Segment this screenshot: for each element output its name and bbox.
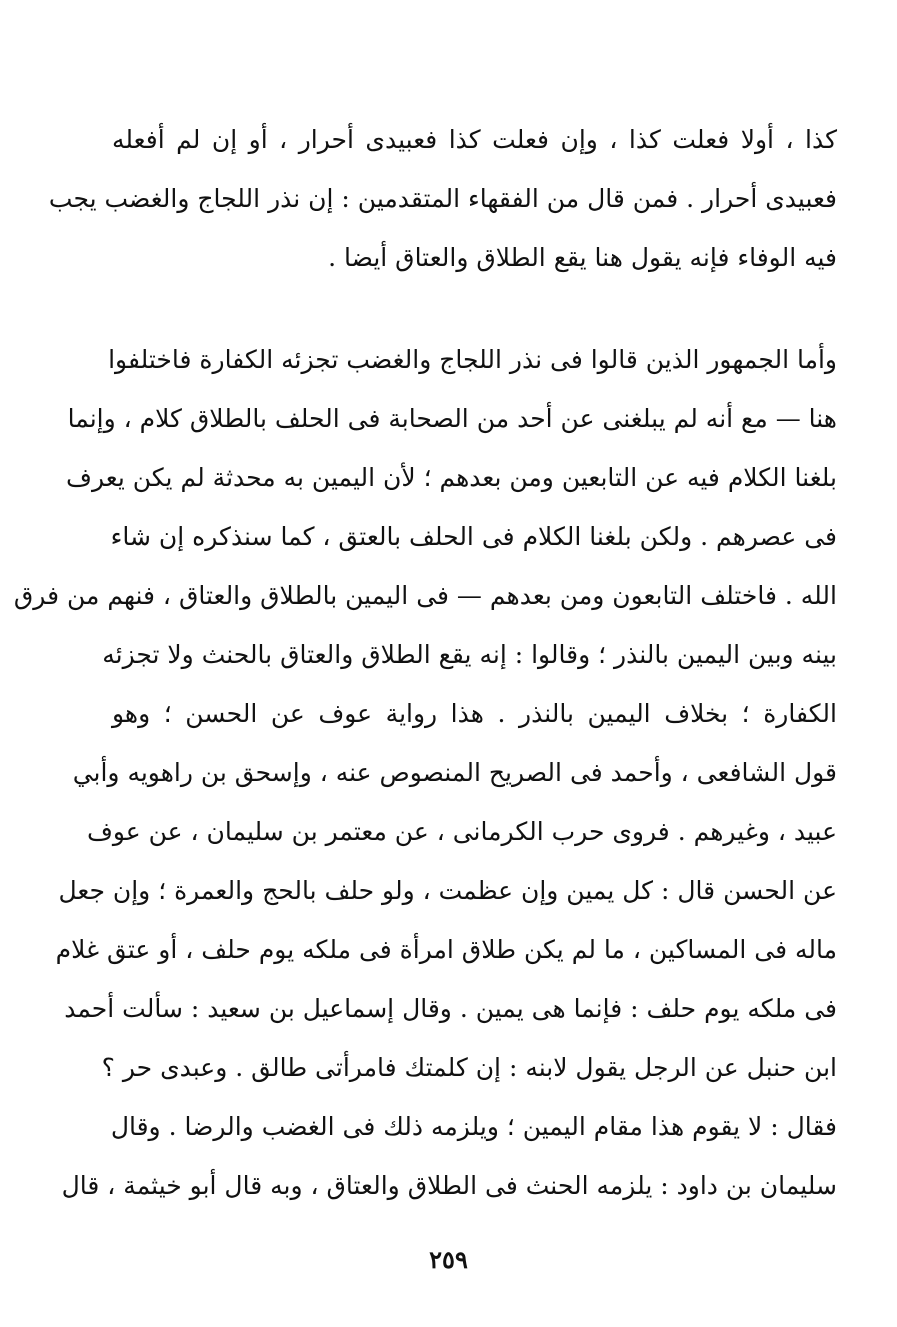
text-line: عن الحسن قال : كل يمين وإن عظمت ، ولو حلف بالحج والعمرة ؛ وإن جعل [58, 876, 837, 905]
text-line: ماله فى المساكين ، ما لم يكن طلاق امرأة فى ملكه يوم حلف ، أو عتق غلام [55, 935, 837, 964]
text-line: الكفارة ؛ بخلاف اليمين بالنذر . هذا رواية عوف عن الحسن ؛ وهو [112, 699, 837, 728]
text-line: وأما الجمهور الذين قالوا فى نذر اللجاج والغضب تجزئه الكفارة فاختلفوا [108, 345, 837, 374]
text-line: فيه الوفاء فإنه يقول هنا يقع الطلاق والعتاق أيضا . [328, 243, 837, 272]
text-line: عبيد ، وغيرهم . فروى حرب الكرمانى ، عن معتمر بن سليمان ، عن عوف [86, 817, 837, 846]
text-line: فى ملكه يوم حلف : فإنما هى يمين . وقال إسماعيل بن سعيد : سألت أحمد [64, 994, 837, 1023]
text-line: فقال : لا يقوم هذا مقام اليمين ؛ ويلزمه ذلك فى الغضب والرضا . وقال [110, 1112, 837, 1141]
text-line: فعبيدى أحرار . فمن قال من الفقهاء المتقدمين : إن نذر اللجاج والغضب يجب [48, 184, 837, 213]
text-line: هنا — مع أنه لم يبلغنى عن أحد من الصحابة فى الحلف بالطلاق كلام ، وإنما [67, 404, 837, 433]
text-line: بينه وبين اليمين بالنذر ؛ وقالوا : إنه يقع الطلاق والعتاق بالحنث ولا تجزئه [102, 640, 837, 669]
page-number: ٢٥٩ [429, 1245, 468, 1274]
text-line: فى عصرهم . ولكن بلغنا الكلام فى الحلف بالعتق ، كما سنذكره إن شاء [110, 522, 837, 551]
paragraph-1 [48, 110, 837, 287]
text-line: الله . فاختلف التابعون ومن بعدهم — فى اليمين بالطلاق والعتاق ، فنهم من فرق [13, 581, 837, 610]
text-line: بلغنا الكلام فيه عن التابعين ومن بعدهم ؛ لأن اليمين به محدثة لم يكن يعرف [66, 463, 837, 492]
text-line: ابن حنبل عن الرجل يقول لابنه : إن كلمتك فامرأتى طالق . وعبدى حر ؟ [101, 1053, 837, 1082]
paragraph-2 [13, 330, 837, 1215]
text-line: قول الشافعى ، وأحمد فى الصريح المنصوص عنه ، وإسحق بن راهويه وأبي [72, 758, 837, 787]
text-line: سليمان بن داود : يلزمه الحنث فى الطلاق والعتاق ، وبه قال أبو خيثمة ، قال [61, 1171, 837, 1200]
text-line: كذا ، أولا فعلت كذا ، وإن فعلت كذا فعبيدى أحرار ، أو إن لم أفعله [112, 125, 837, 154]
